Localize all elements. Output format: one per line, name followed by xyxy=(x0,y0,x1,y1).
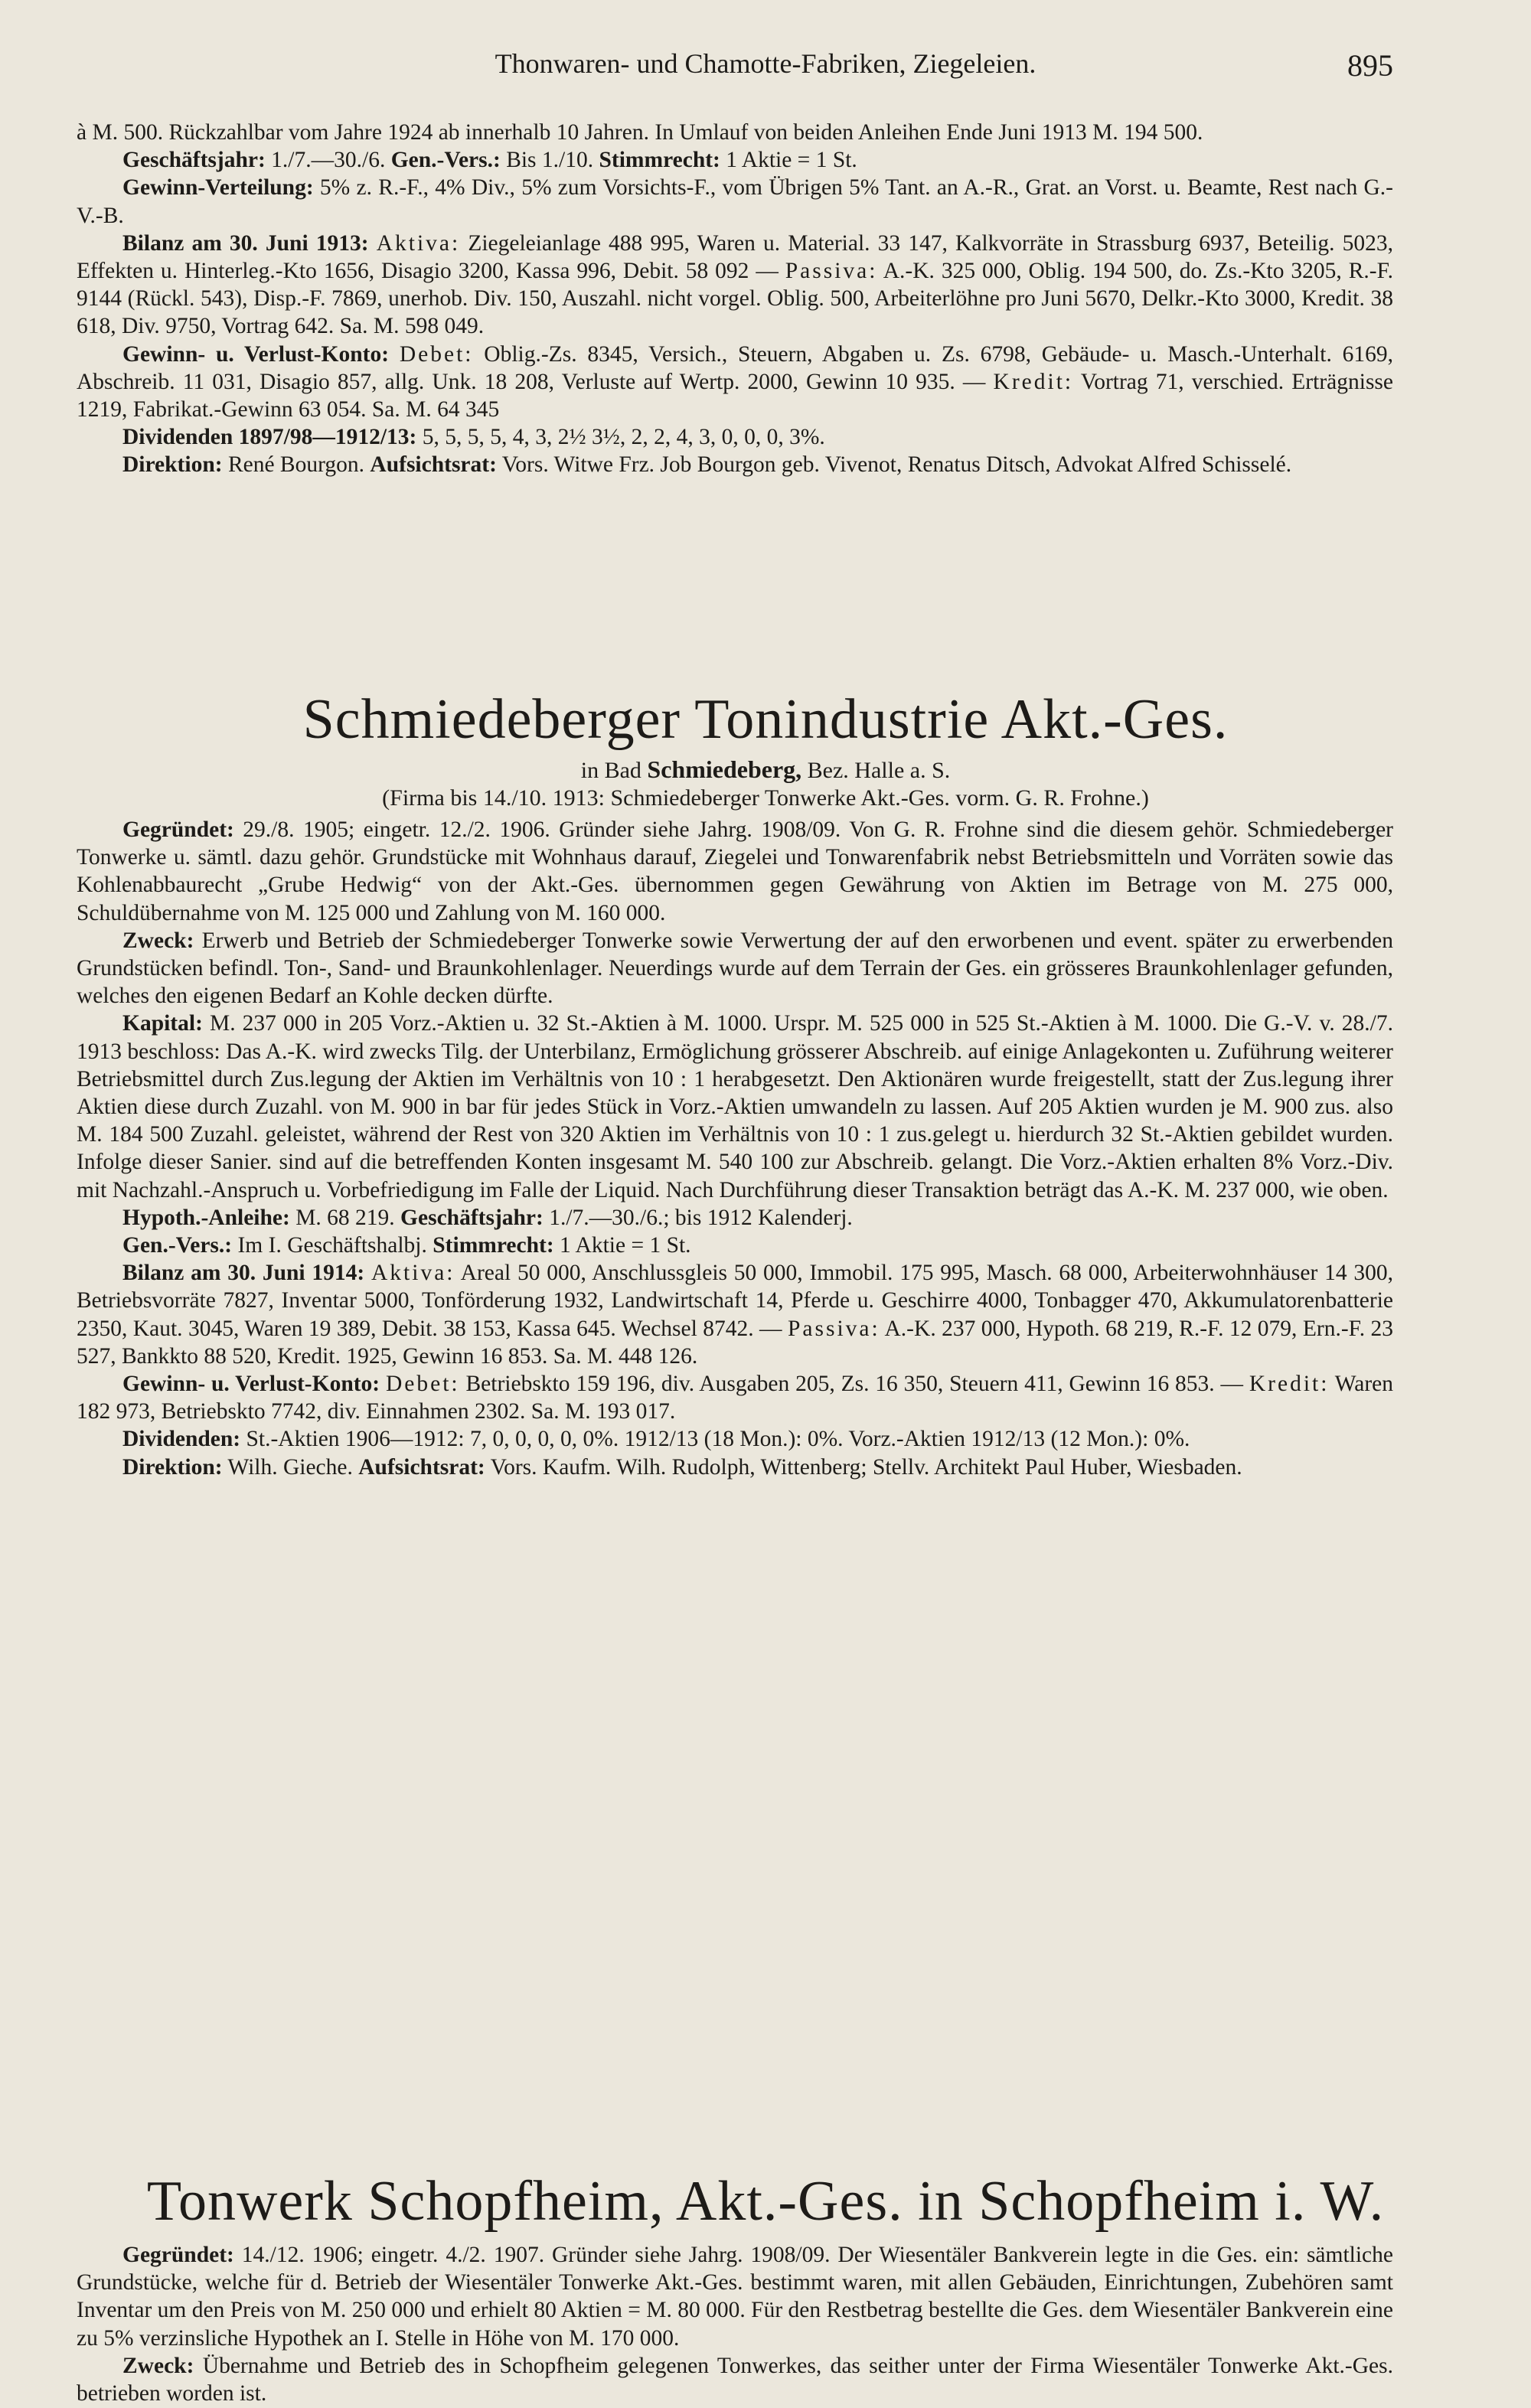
label: Kapital: xyxy=(122,1011,203,1036)
direktion-paragraph xyxy=(77,1454,1393,1481)
value: Übernahme und Betrieb des in Schopfheim gelegenen Tonwerkes, das seither unter der Firma Wiesentäler Tonwerke Akt.-Ges. betrieben worden ist. xyxy=(77,2353,1393,2406)
label: Gewinn- u. Verlust-Konto: xyxy=(122,341,390,367)
value: 29./8. 1905; eingetr. 12./2. 1906. Gründer siehe Jahrg. 1908/09. Von G. R. Frohne sind die diesem gehör. Schmiedeberger Tonwerke u. sämtl. dazu gehör. Grundstücke mit Wohnhaus darauf, Ziegelei und Tonwarenfabrik nebst Betriebsmitteln und Vorräten sowie das Kohlenabbaurecht „Grube Hedwig“ von der Akt.-Ges. übernommen gegen Gewährung von Aktien im Betrage von M. 275 000, Schuldübernahme von M. 125 000 und Zahlung von M. 160 000. xyxy=(77,817,1393,925)
label: Zweck: xyxy=(122,2353,194,2378)
value: Oblig.-Zs. 8345, Versich., Steuern, Abgaben u. Zs. 6798, Gebäude- u. Masch.-Unterhalt. 6169, Abschreib. 11 031, Disagio 857, allg. Unk. 18 208, Verluste auf Wertp. 2000, Gewinn 10 935. — xyxy=(77,341,1393,394)
location-prefix: in Bad xyxy=(580,758,648,783)
value: Erwerb und Betrieb der Schmiedeberger Tonwerke sowie Verwertung der auf den erworbenen und event. später zu erwerbenden Grundstücken befindl. Ton-, Sand- und Braunkohlenlager. Neuerdings wurde auf dem Terrain der Ges. ein grösseres Braunkohlenlager gefunden, welches den eigenen Bedarf an Kohle decken dürfte. xyxy=(77,928,1393,1009)
value: 5% z. R.-F., 4% Div., 5% zum Vorsichts-F., vom Übrigen 5% Tant. an A.-R., Grat. an Vorst. u. Beamte, Rest nach G.-V.-B. xyxy=(77,175,1393,228)
label: Stimmrecht: xyxy=(599,148,720,173)
label: Bilanz am 30. Juni 1913: xyxy=(122,230,369,256)
label: Debet: xyxy=(399,341,474,367)
label: Dividenden: xyxy=(122,1427,241,1452)
label: Hypoth.-Anleihe: xyxy=(122,1205,290,1230)
location-town: Schmiedeberg, xyxy=(647,755,802,783)
value: A.-K. 325 000, Oblig. 194 500, do. Zs.-Kto 3205, R.-F. 9144 (Rückl. 543), Disp.-F. 7869, unerhob. Div. 150, Auszahl. nicht vorgel. Oblig. 500, Arbeiterlöhne pro Juni 5670, Delkr.-Kto 3000, Kredit. 38 618, Div. 9750, Vortrag 642. Sa. M. 598 049. xyxy=(77,259,1393,339)
label: Aktiva: xyxy=(376,230,461,256)
genvers-paragraph xyxy=(77,1232,1393,1259)
label: Stimmrecht: xyxy=(433,1233,554,1258)
label: Passiva: xyxy=(785,259,878,284)
label: Direktion: xyxy=(122,1454,223,1480)
value: 5, 5, 5, 5, 4, 3, 2½ 3½, 2, 2, 4, 3, 0, 0, 0, 3%. xyxy=(416,425,825,450)
value: 1./7.—30./6.; bis 1912 Kalenderj. xyxy=(543,1205,853,1230)
value: Vortrag 71, verschied. Erträgnisse 1219, Fabrikat.-Gewinn 63 054. Sa. M. 64 345 xyxy=(77,369,1393,423)
value: Vors. Kaufm. Wilh. Rudolph, Wittenberg; Stellv. Architekt Paul Huber, Wiesbaden. xyxy=(485,1454,1242,1480)
label: Aufsichtsrat: xyxy=(358,1454,485,1480)
label: Gegründet: xyxy=(122,2243,234,2267)
label: Zweck: xyxy=(122,928,194,953)
bilanz-paragraph xyxy=(77,230,1393,341)
label: Dividenden 1897/98—1912/13: xyxy=(122,425,417,450)
company-title-schopfheim: Tonwerk Schopfheim, Akt.-Ges. in Schopfheim i. W. xyxy=(146,2170,1385,2233)
label: Geschäftsjahr: xyxy=(400,1205,544,1230)
label: Kredit: xyxy=(1249,1372,1330,1397)
label: Geschäftsjahr: xyxy=(122,148,266,173)
value: M. 237 000 in 205 Vorz.-Aktien u. 32 St.-Aktien à M. 1000. Urspr. M. 525 000 in 525 St.-Aktien à M. 1000. Die G.-V. v. 28./7. 1913 beschloss: Das A.-K. wird zwecks Tilg. der Unterbilanz, Ermöglichung grösserer Abschreib. auf einige Anlagekonten u. Zuführung weiterer Betriebsmittel durch Zus.legung der Aktien im Verhältnis von 10 : 1 herabgesetzt. Den Aktionären wurde freigestellt, statt der Zus.legung ihrer Aktien diese durch Zuzahl. von M. 900 in bar für jedes Stück in Vorz.-Aktien umwandeln zu lassen. Auf 205 Aktien wurden je M. 900 zus. also M. 184 500 Zuzahl. geleistet, während der Rest von 320 Aktien im Verhältnis von 10 : 1 zus.gelegt u. hierdurch 32 St.-Aktien gebildet wurden. Infolge dieser Sanier. sind auf die betreffenden Konten insgesamt M. 540 100 zur Abschreib. gelangt. Die Vorz.-Aktien erhalten 8% Vorz.-Div. mit Nachzahl.-Anspruch u. Vorbefriedigung im Falle der Liquid. Nach Durchführung dieser Transaktion beträgt das A.-K. M. 237 000, wie oben. xyxy=(77,1011,1393,1202)
label: Debet: xyxy=(386,1372,460,1397)
label: Aktiva: xyxy=(371,1261,455,1286)
label: Gen.-Vers.: xyxy=(390,148,501,173)
value: Ziegeleianlage 488 995, Waren u. Material. 33 147, Kalkvorräte in Strassburg 6937, Beteilig. 5023, Effekten u. Hinterleg.-Kto 1656, Disagio 3200, Kassa 996, Debit. 58 092 — xyxy=(77,230,1393,284)
anleihe-paragraph: à M. 500. Rückzahlbar vom Jahre 1924 ab innerhalb 10 Jahren. In Umlauf von beiden Anleihen Ende Juni 1913 M. 194 500. xyxy=(77,120,1203,145)
label: Gen.-Vers.: xyxy=(122,1233,233,1258)
value: 1 Aktie = 1 St. xyxy=(720,148,857,173)
dividenden-paragraph xyxy=(77,423,1393,451)
location-suffix: Bez. Halle a. S. xyxy=(801,758,951,783)
value: Bis 1./10. xyxy=(500,148,599,173)
guv-paragraph xyxy=(77,1370,1393,1425)
label: Gewinn- u. Verlust-Konto: xyxy=(122,1372,380,1397)
label: Gegründet: xyxy=(122,817,234,842)
label: Gewinn-Verteilung: xyxy=(122,175,314,201)
dividenden-paragraph xyxy=(77,1425,1393,1453)
value: M. 68 219. xyxy=(289,1205,401,1230)
value: St.-Aktien 1906—1912: 7, 0, 0, 0, 0, 0%. 1912/13 (18 Mon.): 0%. Vorz.-Aktien 1912/13 (12 Mon.): 0%. xyxy=(240,1427,1190,1452)
company-former-name: (Firma bis 14./10. 1913: Schmiedeberger Tonwerke Akt.-Ges. vorm. G. R. Frohne.) xyxy=(382,785,1149,811)
value: Vors. Witwe Frz. Job Bourgon geb. Vivenot, Renatus Ditsch, Advokat Alfred Schisselé. xyxy=(496,452,1292,478)
direktion-paragraph xyxy=(77,451,1393,478)
running-title: Thonwaren- und Chamotte-Fabriken, Ziegeleien. xyxy=(495,48,1036,79)
kapital-paragraph xyxy=(77,1010,1393,1203)
value: Wilh. Gieche. xyxy=(222,1454,359,1480)
page-number: 895 xyxy=(1347,48,1393,83)
section-schmiedeberger xyxy=(77,816,1393,1481)
label: Passiva: xyxy=(788,1316,880,1341)
value: 1./7.—30./6. xyxy=(265,148,391,173)
value: Waren 182 973, Betriebskto 7742, div. Einnahmen 2302. Sa. M. 193 017. xyxy=(77,1372,1393,1424)
value: 1 Aktie = 1 St. xyxy=(553,1233,691,1258)
label: Direktion: xyxy=(122,452,223,478)
geschaeftsjahr-paragraph xyxy=(77,146,1393,174)
bilanz-paragraph xyxy=(77,1259,1393,1370)
label: Bilanz am 30. Juni 1914: xyxy=(122,1261,365,1286)
zweck-paragraph xyxy=(77,2352,1393,2407)
label: Aufsichtsrat: xyxy=(370,452,497,478)
value: René Bourgon. xyxy=(222,452,371,478)
zweck-paragraph xyxy=(77,927,1393,1010)
gewinn-verteilung-paragraph xyxy=(77,174,1393,229)
running-head xyxy=(0,47,1531,93)
section-schopfheim xyxy=(77,2241,1393,2407)
guv-paragraph xyxy=(77,341,1393,424)
value: Im I. Geschäftshalbj. xyxy=(232,1233,433,1258)
company-title-schmiedeberger: Schmiedeberger Tonindustrie Akt.-Ges. xyxy=(302,688,1229,751)
value: Areal 50 000, Anschlussgleis 50 000, Immobil. 175 995, Masch. 68 000, Arbeiterwohnhäuser 14 300, Betriebsvorräte 7827, Inventar 5000, Tonförderung 1932, Landwirtschaft 14, Pferde u. Geschirre 4000, Tonbagger 470, Akkumulatorenbatterie 2350, Kaut. 3045, Waren 19 389, Debit. 38 153, Kassa 645. Wechsel 8742. — xyxy=(77,1261,1393,1341)
company-location xyxy=(0,755,1531,785)
value: 14./12. 1906; eingetr. 4./2. 1907. Gründer siehe Jahrg. 1908/09. Der Wiesentäler Bankverein legte in die Ges. ein: sämtliche Grundstücke, welche für d. Betrieb der Wiesentäler Tonwerke Akt.-Ges. bestimmt waren, mit allen Gebäuden, Einrichtungen, Zubehören samt Inventar um den Preis von M. 250 000 und erhielt 80 Aktien = M. 80 000. Für den Restbetrag bestellte die Ges. dem Wiesentäler Bankverein eine zu 5% verzinsliche Hypothek an I. Stelle in Höhe von M. 170 000. xyxy=(77,2243,1393,2351)
gegruendet-paragraph xyxy=(77,2241,1393,2352)
value: A.-K. 237 000, Hypoth. 68 219, R.-F. 12 079, Ern.-F. 23 527, Bankkto 88 520, Kredit. 1925, Gewinn 16 853. Sa. M. 448 126. xyxy=(77,1316,1394,1369)
section-previous-company xyxy=(77,119,1393,479)
gegruendet-paragraph xyxy=(77,816,1393,927)
label: Kredit: xyxy=(993,369,1074,394)
hypoth-paragraph xyxy=(77,1204,1393,1232)
value: Betriebskto 159 196, div. Ausgaben 205, Zs. 16 350, Steuern 411, Gewinn 16 853. — xyxy=(459,1372,1249,1397)
